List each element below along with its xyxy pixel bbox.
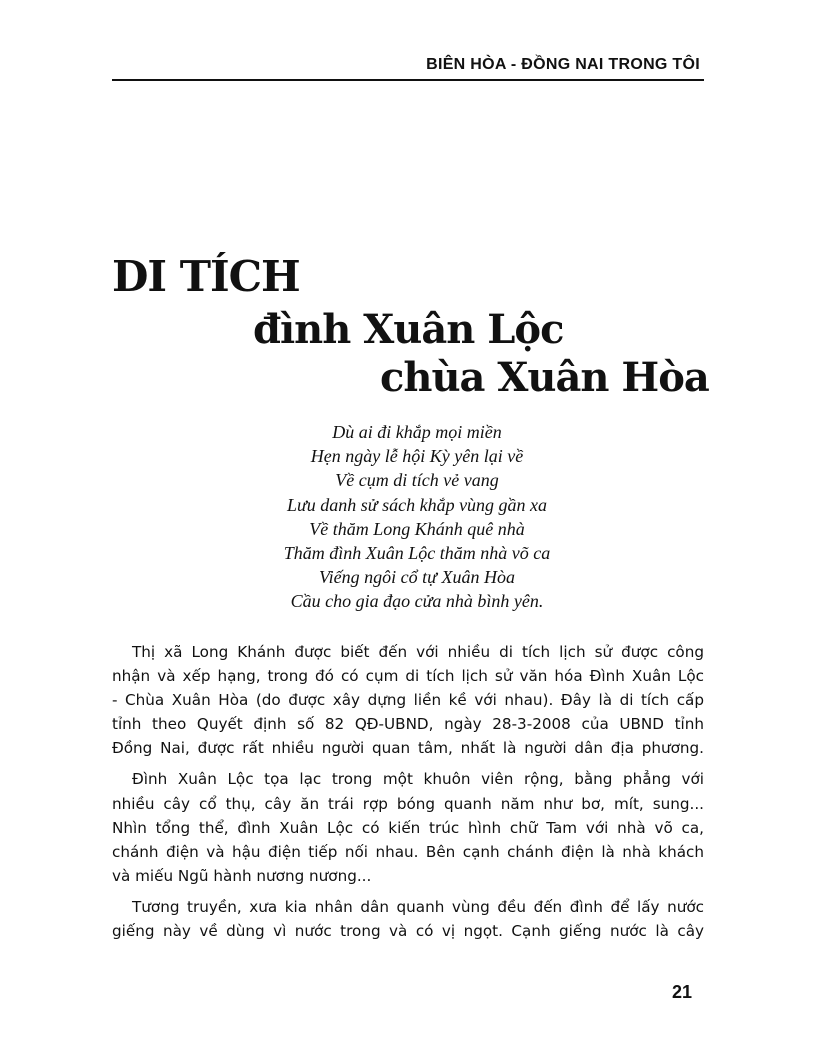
text-line: nhiều cây cổ thụ, cây ăn trái rợp bóng quanh năm như bơ, mít, sung...	[112, 794, 704, 813]
poem-line: Thăm đình Xuân Lộc thăm nhà võ ca	[283, 543, 551, 564]
title-line-3: chùa Xuân Hòa	[380, 354, 709, 401]
text-line: Đình Xuân Lộc tọa lạc trong một khuôn viên rộng, bằng phẳng với	[132, 770, 704, 789]
text-line: Nhìn tổng thể, đình Xuân Lộc có kiến trúc hình chữ Tam với nhà võ ca,	[112, 818, 704, 837]
text-line: giếng này về dùng vì nước trong và có vị ngọt. Cạnh giếng nước là cây	[112, 922, 704, 941]
title-line-1: DI TÍCH	[112, 252, 300, 301]
text-line: và miếu Ngũ hành nương nương...	[112, 866, 372, 885]
text-line: nhận và xếp hạng, trong đó có cụm di tích lịch sử văn hóa Đình Xuân Lộc	[112, 667, 704, 686]
poem-line: Viếng ngôi cổ tự Xuân Hòa	[319, 567, 515, 588]
poem-line: Hẹn ngày lễ hội Kỳ yên lại về	[310, 446, 524, 467]
text-line: Đồng Nai, được rất nhiều người quan tâm, nhất là người dân địa phương.	[112, 739, 704, 758]
paragraph-1	[112, 640, 704, 760]
poem-line: Về cụm di tích vẻ vang	[335, 470, 499, 491]
header-divider	[112, 79, 704, 81]
paragraph-3	[112, 895, 704, 943]
running-header-title: BIÊN HÒA - ĐỒNG NAI TRONG TÔI	[426, 56, 700, 73]
paragraph-2	[112, 767, 704, 887]
body-text	[112, 640, 704, 950]
text-line: Thị xã Long Khánh được biết đến với nhiều di tích lịch sử được công	[132, 643, 704, 661]
text-line: Tương truyền, xưa kia nhân dân quanh vùng đều đến đình để lấy nước	[132, 897, 704, 916]
page-number: 21	[671, 982, 692, 1002]
title-line-2: đình Xuân Lộc	[253, 306, 564, 353]
poem-line: Cầu cho gia đạo cửa nhà bình yên.	[290, 591, 544, 612]
poem-line: Dù ai đi khắp mọi miền	[332, 422, 502, 442]
text-line: - Chùa Xuân Hòa (do được xây dựng liền kề với nhau). Đây là di tích cấp	[112, 691, 704, 710]
poem-line: Về thăm Long Khánh quê nhà	[309, 518, 525, 539]
poem-line: Lưu danh sử sách khắp vùng gần xa	[286, 494, 548, 515]
text-line: tỉnh theo Quyết định số 82 QĐ-UBND, ngày 28-3-2008 của UBND tỉnh	[112, 715, 704, 734]
text-line: chánh điện và hậu điện tiếp nối nhau. Bên cạnh chánh điện là nhà khách	[112, 842, 704, 861]
poem	[232, 420, 602, 614]
